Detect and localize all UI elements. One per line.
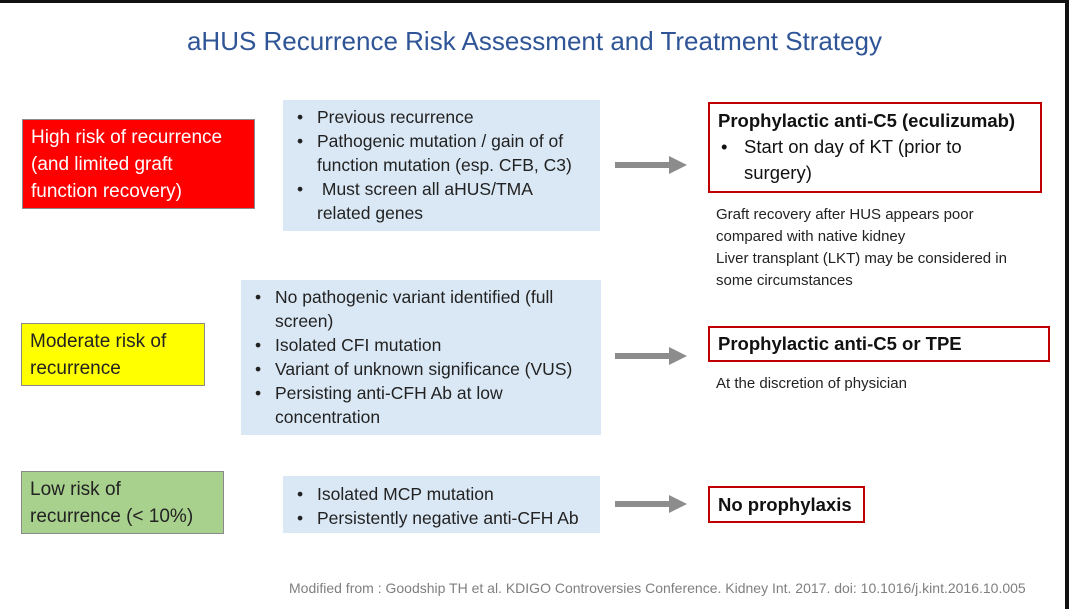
citation-footer: Modified from : Goodship TH et al. KDIGO Controversies Conference. Kidney Int. 2017. doi: 10.1016/j.kint.2016.10.005 [289,580,1026,596]
moderate-risk-line: recurrence [30,358,121,379]
treatment-title: Prophylactic anti-C5 (eculizumab) [718,110,1016,131]
high-risk-line: (and limited graft [31,154,173,175]
low-risk-treatment-box [708,486,865,523]
moderate-risk-line: Moderate risk of [30,331,167,352]
criteria-item: • Previous recurrence [295,105,590,129]
moderate-risk-criteria-box [241,280,601,435]
criteria-item: • Persisting anti-CFH Ab at low concentration [253,381,591,429]
low-risk-criteria-box [283,476,600,533]
high-risk-treatment-box [708,102,1042,193]
low-risk-box [21,471,224,534]
treatment-title: No prophylaxis [718,494,852,515]
slide-title: aHUS Recurrence Risk Assessment and Treatment Strategy [186,26,883,56]
low-risk-line: recurrence (< 10%) [30,506,194,527]
high-risk-note: Graft recovery after HUS appears poor compared with native kidney Liver transplant (LKT) may be considered in some circumstances [716,206,1007,289]
arrow-right-icon [615,494,687,514]
arrow-right-icon [615,346,687,366]
arrow-right-icon [615,155,687,175]
moderate-risk-note: At the discretion of physician [716,375,907,392]
high-risk-criteria-box [283,100,600,231]
slide-right-border [1065,0,1069,609]
criteria-item: • Persistently negative anti-CFH Ab [295,506,590,530]
moderate-risk-box [21,323,205,386]
high-risk-line: function recovery) [31,181,183,202]
treatment-title: Prophylactic anti-C5 or TPE [718,333,962,354]
high-risk-line: High risk of recurrence [31,127,223,148]
criteria-item: • Isolated MCP mutation [295,482,590,506]
criteria-item: • No pathogenic variant identified (full screen) [253,285,591,333]
treatment-bullet: • Start on day of KT (prior to surgery) [718,134,1032,186]
criteria-item: • Must screen all aHUS/TMA related genes [295,177,590,225]
low-risk-line: Low risk of [30,479,121,500]
criteria-item: • Isolated CFI mutation [253,333,591,357]
moderate-risk-treatment-box [708,326,1050,362]
criteria-item: • Pathogenic mutation / gain of of function mutation (esp. CFB, C3) [295,129,590,177]
high-risk-box [22,119,255,209]
criteria-item: • Variant of unknown significance (VUS) [253,357,591,381]
slide-top-border [0,0,1069,3]
